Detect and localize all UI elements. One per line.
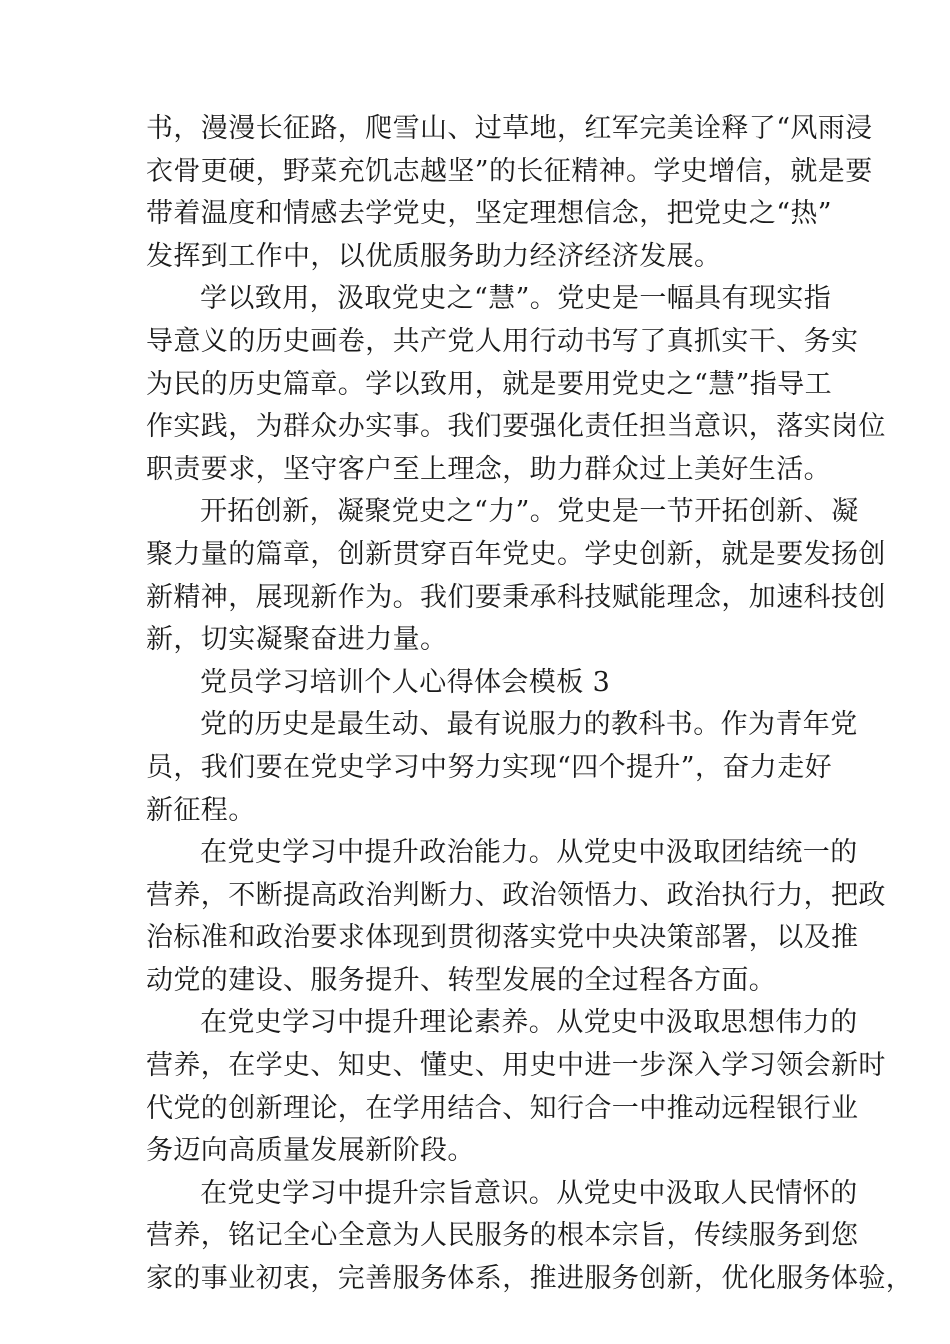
text-line: 治标准和政治要求体现到贯彻落实党中央决策部署，以及推 — [146, 922, 859, 954]
text-line: 聚力量的篇章，创新贯穿百年党史。学史创新，就是要发扬创 — [146, 538, 886, 570]
paragraph — [146, 278, 886, 491]
text-line: 衣骨更硬，野菜充饥志越坚”的长征精神。学史增信，就是要 — [146, 155, 873, 187]
text-line: 新精神，展现新作为。我们要秉承科技赋能理念，加速科技创 — [146, 581, 886, 613]
text-line: 在党史学习中提升宗旨意识。从党史中汲取人民情怀的 — [200, 1177, 858, 1209]
text-line: 营养，铭记全心全意为人民服务的根本宗旨，传续服务到您 — [146, 1220, 859, 1252]
paragraph — [146, 1173, 914, 1301]
paragraph — [146, 704, 858, 832]
text-line: 新征程。 — [146, 794, 256, 826]
text-line: 在党史学习中提升理论素养。从党史中汲取思想伟力的 — [200, 1007, 858, 1039]
paragraph — [146, 832, 886, 1002]
text-line: 发挥到工作中，以优质服务助力经济经济发展。 — [146, 240, 722, 272]
text-line: 开拓创新，凝聚党史之“力”。党史是一节开拓创新、凝 — [200, 496, 859, 528]
text-line: 党的历史是最生动、最有说服力的教科书。作为青年党 — [200, 709, 858, 741]
section-heading — [146, 662, 810, 705]
text-line: 导意义的历史画卷，共产党人用行动书写了真抓实干、务实 — [146, 325, 859, 357]
text-line: 书，漫漫长征路，爬雪山、过草地，红军完美诠释了“风雨浸 — [146, 113, 873, 144]
text-line: 务迈向高质量发展新阶段。 — [146, 1135, 475, 1167]
text-line: 动党的建设、服务提升、转型发展的全过程各方面。 — [146, 964, 777, 996]
text-line: 代党的创新理论，在学用结合、知行合一中推动远程银行业 — [146, 1092, 859, 1124]
document-body — [146, 108, 914, 1301]
text-line: 营养，不断提高政治判断力、政治领悟力、政治执行力，把政 — [146, 879, 886, 911]
text-line: 家的事业初衷，完善服务体系，推进服务创新，优化服务体验， — [146, 1263, 914, 1295]
text-line: 作实践，为群众办实事。我们要强化责任担当意识，落实岗位 — [146, 411, 886, 443]
text-line: 营养，在学史、知史、懂史、用史中进一步深入学习领会新时 — [146, 1050, 886, 1082]
text-line: 带着温度和情感去学党史，坚定理想信念，把党史之“热” — [146, 198, 833, 230]
paragraph — [146, 491, 886, 661]
text-line: 为民的历史篇章。学以致用，就是要用党史之“慧”指导工 — [146, 368, 833, 400]
paragraph — [146, 1002, 886, 1172]
text-line: 员，我们要在党史学习中努力实现“四个提升”，奋力走好 — [146, 751, 833, 783]
text-line: 在党史学习中提升政治能力。从党史中汲取团结统一的 — [200, 837, 858, 869]
paragraph — [146, 108, 873, 278]
text-line: 职责要求，坚守客户至上理念，助力群众过上美好生活。 — [146, 453, 831, 485]
text-line: 学以致用，汲取党史之“慧”。党史是一幅具有现实指 — [200, 283, 832, 315]
text-line: 党员学习培训个人心得体会模板 3 — [200, 666, 611, 698]
text-line: 新，切实凝聚奋进力量。 — [146, 624, 448, 656]
